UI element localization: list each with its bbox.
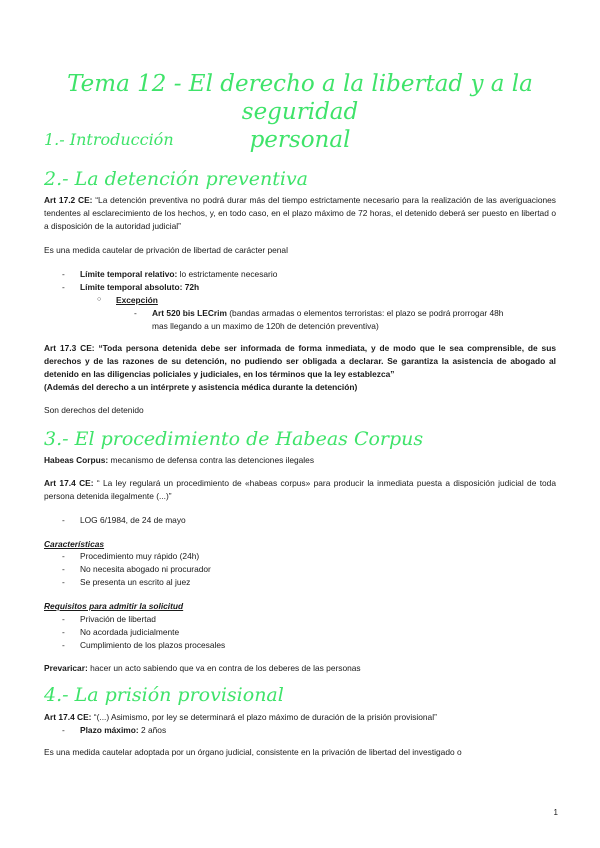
bullet-dash: - xyxy=(62,269,65,279)
art-17-4-prision-ref: Art 17.4 CE: xyxy=(44,712,92,722)
art-520-text: (bandas armadas o elementos terroristas: el plazo se podrá prorrogar 48h xyxy=(226,308,504,318)
medida-cautelar-text: Es una medida cautelar de privación de libertad de carácter penal xyxy=(44,245,288,255)
habeas-corpus-label: Habeas Corpus: xyxy=(44,455,109,465)
bullet-dash: - xyxy=(134,308,137,318)
log-item: LOG 6/1984, de 24 de mayo xyxy=(80,515,186,525)
section-3-heading: 3.- El procedimiento de Habeas Corpus xyxy=(44,428,424,450)
bullet-dash: - xyxy=(62,564,65,574)
bullet-dash: - xyxy=(62,551,65,561)
habeas-corpus-text: mecanismo de defensa contra las detenciones ilegales xyxy=(108,455,315,465)
derechos-detenido-text: Son derechos del detenido xyxy=(44,405,144,415)
circle-bullet-icon: ○ xyxy=(97,296,102,303)
plazo-maximo-item xyxy=(80,724,166,737)
art-520-label: Art 520 bis LECrim xyxy=(152,308,227,318)
page-number: 1 xyxy=(553,808,558,817)
prision-medida-text: Es una medida cautelar adoptada por un órgano judicial, consistente en la privación de libertad del investigado o xyxy=(44,747,462,757)
plazo-maximo-text: 2 años xyxy=(138,725,167,735)
prevaricar-definition xyxy=(44,662,556,675)
bullet-dash: - xyxy=(62,640,65,650)
section-4-heading: 4.- La prisión provisional xyxy=(44,684,284,706)
caracteristica-item: Se presenta un escrito al juez xyxy=(80,577,191,587)
section-2-heading: 2.- La detención preventiva xyxy=(44,168,309,190)
limite-absoluto-item: Límite temporal absoluto: 72h xyxy=(80,282,200,292)
limite-relativo-text: lo estrictamente necesario xyxy=(177,269,278,279)
requisito-item: Privación de libertad xyxy=(80,614,156,624)
bullet-dash: - xyxy=(62,627,65,637)
bullet-dash: - xyxy=(62,282,65,292)
section-1-heading: 1.- Introducción xyxy=(44,130,174,149)
art-17-3-text: “Toda persona detenida debe ser informada de forma inmediata, y de modo que le sea comprensible, de sus derechos y de las razones de su detención, no pudiendo ser obligada a declarar. Se garantiza la asistencia de abogado al detenido en las diligencias policiales y judiciales, en los términos que la ley establezca” xyxy=(44,343,556,379)
art-17-4-ref: Art 17.4 CE: xyxy=(44,478,94,488)
title-line-1: Tema 12 - El derecho a la libertad y a la seguridad xyxy=(67,71,533,125)
art-520-item xyxy=(152,307,503,320)
art-17-3-ref: Art 17.3 CE: xyxy=(44,343,95,353)
art-17-4-prision-paragraph xyxy=(44,711,556,724)
requisito-item: Cumplimiento de los plazos procesales xyxy=(80,640,226,650)
prevaricar-label: Prevaricar: xyxy=(44,663,88,673)
caracteristica-item: Procedimiento muy rápido (24h) xyxy=(80,551,200,561)
habeas-corpus-definition xyxy=(44,454,556,467)
excepcion-heading: Excepción xyxy=(116,295,158,305)
bullet-dash: - xyxy=(62,614,65,624)
limite-relativo-item xyxy=(80,268,277,281)
art-17-3-paragraph xyxy=(44,342,556,394)
prevaricar-text: hacer un acto sabiendo que va en contra de los deberes de las personas xyxy=(87,663,361,673)
requisito-item: No acordada judicialmente xyxy=(80,627,180,637)
bullet-dash: - xyxy=(62,725,65,735)
art-17-4-paragraph xyxy=(44,477,556,503)
bullet-dash: - xyxy=(62,515,65,525)
art-17-2-ref: Art 17.2 CE: xyxy=(44,195,93,205)
art-17-3-note: (Además del derecho a un intérprete y asistencia médica durante la detención) xyxy=(44,382,358,392)
art-17-4-text: “ La ley regulará un procedimiento de «habeas corpus» para producir la inmediata puesta a disposición judicial de toda persona detenida ilegalmente (...)” xyxy=(44,478,556,501)
art-520-text-cont: mas llegando a un maximo de 120h de detención preventiva) xyxy=(152,321,379,331)
art-17-2-text: “La detención preventiva no podrá durar más del tiempo estrictamente necesario para la realización de las averiguaciones tendentes al esclarecimiento de los hechos, y, en todo caso, en el plazo máximo de 72 horas, el detenido deberá ser puesto en libertad o a disposición de la autoridad judicial” xyxy=(44,195,556,231)
limite-relativo-label: Límite temporal relativo: xyxy=(80,269,178,279)
title-line-2: personal xyxy=(249,127,351,153)
plazo-maximo-label: Plazo máximo: xyxy=(80,725,139,735)
bullet-dash: - xyxy=(62,577,65,587)
requisitos-heading: Requisitos para admitir la solicitud xyxy=(44,601,184,611)
caracteristicas-heading: Características xyxy=(44,539,105,549)
caracteristica-item: No necesita abogado ni procurador xyxy=(80,564,211,574)
art-17-4-prision-text: “(...) Asimismo, por ley se determinará el plazo máximo de duración de la prisión provisional” xyxy=(91,712,437,722)
art-17-2-paragraph xyxy=(44,194,556,233)
